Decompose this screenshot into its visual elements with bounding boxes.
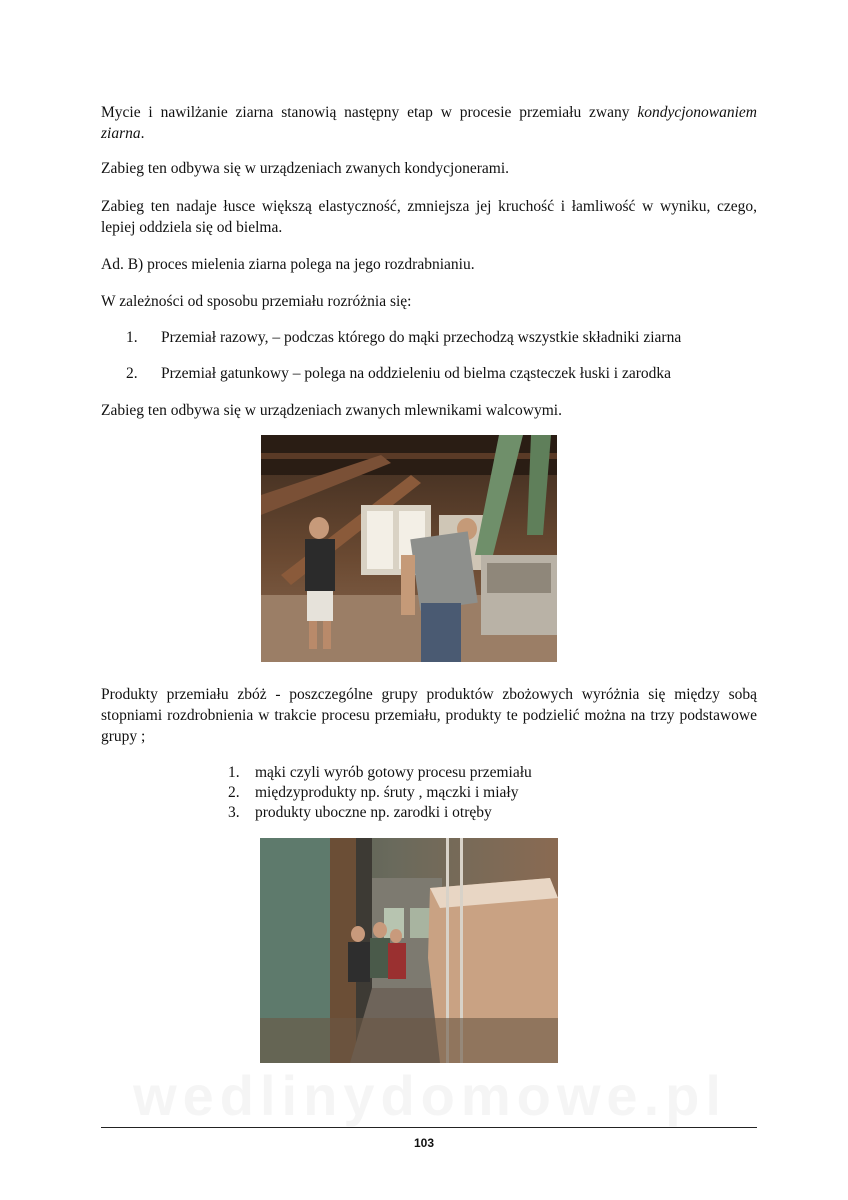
list-number: 2. [228,784,240,801]
product-groups-list [228,763,532,823]
list-text: międzyprodukty np. śruty , mączki i miały [255,784,519,801]
page-number: 103 [413,1136,435,1150]
paragraph-milling: Ad. B) proces mielenia ziarna polega na jego rozdrabnianiu. [101,256,475,273]
list-item-product-group [228,763,532,783]
list-text: produkty uboczne np. zarodki i otręby [255,804,492,821]
list-number: 1. [228,764,240,781]
paragraph-elasticity: Zabieg ten nadaje łusce większą elastyczność, zmniejsza jej kruchość i łamliwość w wyniku, czego, lepiej oddziela się od bielma. [101,198,757,236]
paragraph-products: Produkty przemiału zbóż - poszczególne grupy produktów zbożowych wyróżnia się między sobą stopniami rozdrobnienia w trakcie procesu przemiału, produkty te podzielić można na trzy podstawowe grupy ; [101,686,757,745]
mill-interior-photo [261,435,557,662]
footer-divider [101,1127,757,1128]
list-number: 2. [126,365,138,382]
mill-corridor-photo [260,838,558,1063]
paragraph-end: . [140,125,145,142]
paragraph-conditioning [101,102,757,144]
list-number: 1. [126,329,138,346]
list-number: 3. [228,804,240,821]
list-text: mąki czyli wyrób gotowy procesu przemiału [255,764,532,781]
list-item-milling-type [101,363,757,384]
paragraph-roller-mills: Zabieg ten odbywa się w urządzeniach zwanych mlewnikami walcowymi. [101,402,562,419]
list-item-product-group [228,803,532,823]
list-text: Przemiał razowy, – podczas którego do mąki przechodzą wszystkie składniki ziarna [161,329,682,346]
list-item-product-group [228,783,532,803]
list-text: Przemiał gatunkowy – polega na oddzieleniu od bielma cząsteczek łuski i zarodka [161,365,672,382]
paragraph-types-intro: W zależności od sposobu przemiału rozróżnia się: [101,293,412,310]
list-item-milling-type [101,327,757,348]
watermark: wedlinydomowe.pl [133,1064,727,1127]
italic-term: kondycjonowaniem ziarna [101,104,757,142]
paragraph-text: Mycie i nawilżanie ziarna stanowią następny etap w procesie przemiału zwany [101,104,638,121]
paragraph-conditioners: Zabieg ten odbywa się w urządzeniach zwanych kondycjonerami. [101,160,510,177]
